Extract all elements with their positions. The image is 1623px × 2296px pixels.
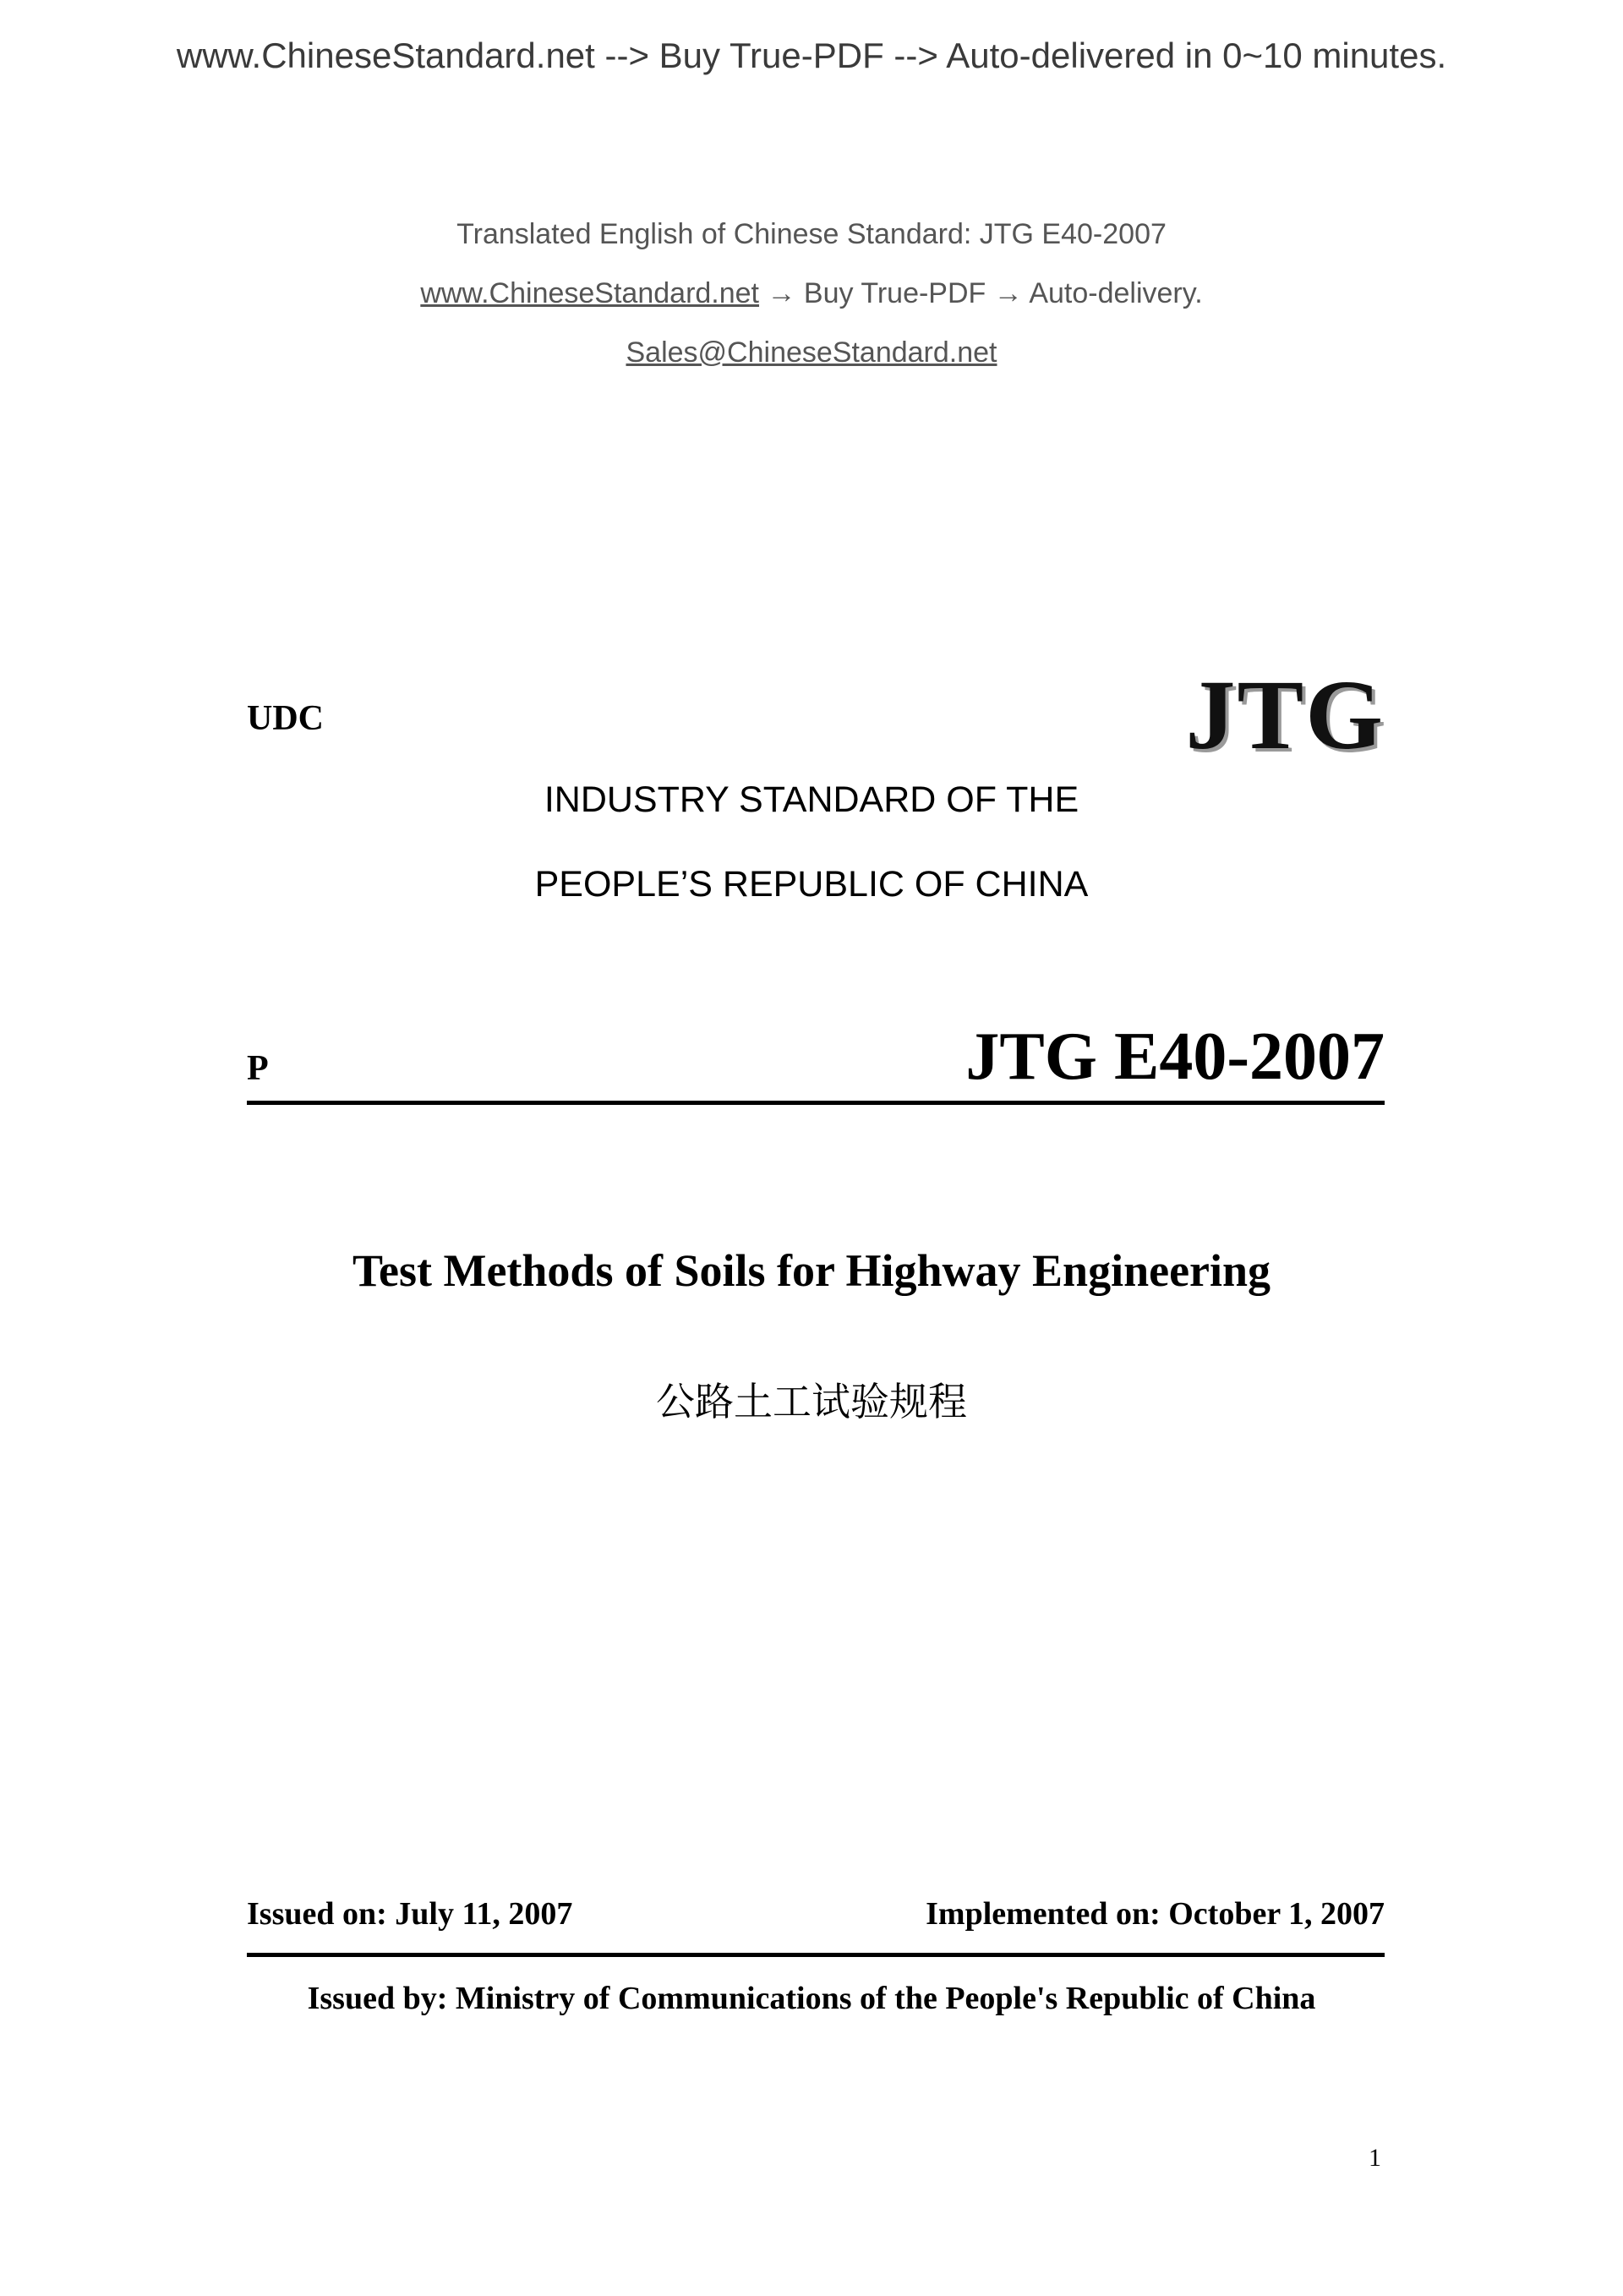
industry-standard-line-1: INDUSTRY STANDARD OF THE <box>544 779 1079 820</box>
title-english: Test Methods of Soils for Highway Engineering <box>352 1245 1271 1296</box>
page-number: 1 <box>1369 2144 1381 2172</box>
translated-standard-line: Translated English of Chinese Standard: JTG E40-2007 <box>456 218 1167 250</box>
industry-standard-line-2: PEOPLE’S REPUBLIC OF CHINA <box>534 864 1089 905</box>
implemented-on-date: Implemented on: October 1, 2007 <box>926 1896 1385 1932</box>
classification-code: P <box>247 1049 269 1088</box>
jtg-logo: JTG <box>1185 659 1385 770</box>
top-banner: www.ChineseStandard.net --> Buy True-PDF --> Auto-delivered in 0~10 minutes. <box>176 36 1447 75</box>
issued-by: Issued by: Ministry of Communications of the People's Republic of China <box>307 1981 1316 2016</box>
standard-number: JTG E40-2007 <box>965 1020 1385 1094</box>
header-divider <box>247 1101 1385 1105</box>
delivery-text: → Buy True-PDF → Auto-delivery. <box>759 277 1203 309</box>
footer-divider <box>247 1953 1385 1957</box>
issued-on-date: Issued on: July 11, 2007 <box>247 1896 573 1932</box>
delivery-line <box>0 277 1623 310</box>
udc-label: UDC <box>247 699 324 738</box>
site-link[interactable]: www.ChineseStandard.net <box>420 277 760 309</box>
title-chinese: 公路土工试验规程 <box>656 1379 967 1424</box>
sales-email-link[interactable]: Sales@ChineseStandard.net <box>626 336 997 369</box>
